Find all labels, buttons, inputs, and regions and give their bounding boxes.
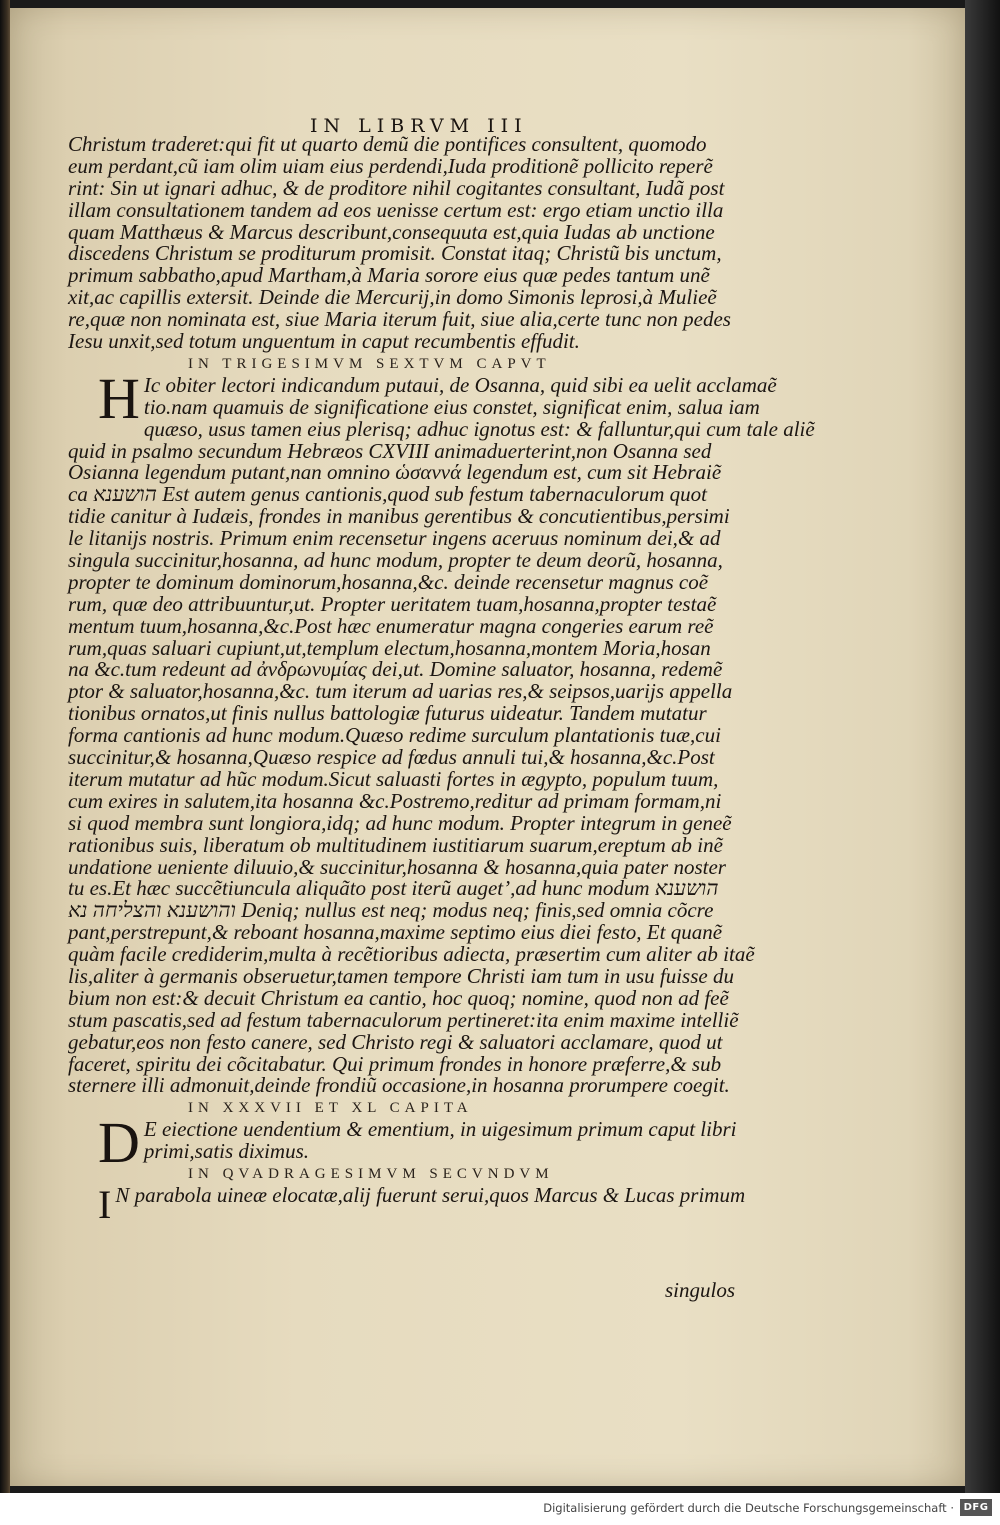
drop-cap-d: D: [98, 1110, 140, 1176]
text-line: quid in psalmo secundum Hebræos CXVIII animaduerterint,non Osanna sed: [68, 438, 712, 463]
text-line: si quod membra sunt longiora,idq; ad hunc modum. Propter integrum in geneẽ: [68, 810, 732, 835]
section-heading-3: IN QVADRAGESIMVM SECVNDVM: [188, 1166, 554, 1183]
section-heading-2: IN XXXVII ET XL CAPITA: [188, 1100, 473, 1117]
text-line: faceret, spiritu dei cõcitabatur. Qui primum frondes in honore præferre,& sub: [68, 1051, 722, 1076]
binding-edge: [0, 0, 10, 1493]
paragraph-4: [68, 1182, 780, 1228]
footer-bar: [0, 1493, 1000, 1525]
text-line: rint: Sin ut ignari adhuc, & de proditore nihil cogitantes consultant, Iudã post: [68, 175, 725, 200]
paragraph-2: [68, 365, 815, 1098]
page-edge-shadow: [965, 0, 1000, 1493]
text-line: singula succinitur,hosanna, ad hunc modum, propter te deum deorũ, hosanna,: [68, 548, 723, 573]
text-line: rum,quas saluari cupiunt,ut,templum electum,hosanna,montem Moria,hosan: [68, 635, 711, 660]
section-heading-1: IN TRIGESIMVM SEXTVM CAPVT: [188, 355, 551, 372]
text-line: le litanijs nostris. Primum enim recensetur ingens aceruus nominum dei,& ad: [68, 526, 721, 551]
text-line: primi,satis diximus.: [143, 1139, 309, 1164]
text-line: succinitur,& hosanna,Quæso respice ad fœdus annuli tui,& hosanna,&c.Post: [68, 745, 715, 770]
text-line: quæso, usus tamen eius plerisq; adhuc ignotus est: & falluntur,qui cum tale aliẽ: [143, 416, 815, 441]
text-line: N parabola uineæ elocatæ,alij fuerunt serui,quos Marcus & Lucas primum: [115, 1183, 746, 1208]
text-line: re,quæ non nominata est, siue Maria iterum fuit, siue alia,certe tunc non pedes: [68, 307, 731, 332]
text-line: cum exires in salutem,ita hosanna &c.Postremo,reditur ad primam formam,ni: [68, 788, 722, 813]
text-line: xit,ac capillis extersit. Deinde die Mercurij,in domo Simonis leprosi,à Mulieẽ: [68, 285, 717, 310]
text-line: na &c.tum redeunt ad ἀνδρωνυμίας dei,ut. Domine saluator, hosanna, redemẽ: [68, 657, 723, 682]
text-line: discedens Christum se proditurum promisit. Constat itaq; Christũ bis unctum,: [68, 241, 722, 266]
text-line: sternere illi admonuit,deinde frondiũ occasione,in hosanna prorumpere coegit.: [68, 1073, 730, 1098]
text-line: undatione ueniente diluuio,& succinitur,hosanna & hosanna,quia pater noster: [68, 854, 726, 879]
text-line: lis,aliter à germanis obseruetur,tamen tempore Christi iam tum in usu fuisse du: [68, 963, 734, 988]
text-line: propter te dominum dominorum,hosanna,&c. deinde recensetur magnus coẽ: [68, 569, 709, 594]
running-head: IN LIBRVM III: [310, 115, 528, 137]
funding-notice: Digitalisierung gefördert durch die Deutsche Forschungsgemeinschaft ·: [543, 1501, 954, 1515]
text-line: rationibus suis, liberatum ob multitudinem iustitiarum suarum,ereptum ab inẽ: [68, 832, 723, 857]
text-line: bium non est:& decuit Christum ea cantio, hoc quoq; nomine, quod non ad feẽ: [68, 985, 729, 1010]
dfg-logo: DFG: [960, 1499, 992, 1516]
drop-cap-h: H: [98, 365, 140, 431]
text-line: ca הושענא Est autem genus cantionis,quod sub festum tabernaculorum quot: [68, 482, 708, 507]
catchword: singulos: [665, 1278, 736, 1302]
text-line: Osianna legendum putant,nan omnino ὡσαννά legendum est, cum sit Hebraiẽ: [68, 460, 722, 485]
text-line: quam Matthæus & Marcus describunt,consequuta est,quia Iudas ab unctione: [68, 219, 715, 244]
drop-cap-i: I: [98, 1182, 112, 1228]
main-text-block: [68, 132, 815, 1228]
text-line: pant,perstrepunt,& reboant hosanna,maxime septimo eius diei festo, Et quanẽ: [68, 920, 723, 945]
text-line: gebatur,eos non festo canere, sed Christo regi & saluatori acclamare, quod ut: [68, 1029, 723, 1054]
text-line: tu es.Et hæc succẽtiuncula aliquãto post iterũ augetʼ,ad hunc modum הושענא: [68, 876, 719, 901]
text-line: iterum mutatur ad hũc modum.Sicut saluasti fortes in ægypto, populum tuum,: [68, 766, 719, 791]
text-line: rum, quæ deo attribuuntur,ut. Propter ueritatem tuam,hosanna,propter testaẽ: [68, 591, 717, 616]
text-line: tidie canitur à Iudæis, frondes in manibus gerentibus & concutientibus,persimi: [68, 504, 730, 529]
text-line: Ic obiter lectori indicandum putaui, de Osanna, quid sibi ea uelit acclamaẽ: [143, 372, 777, 397]
text-line: Iesu unxit,sed totum unguentum in caput recumbentis effudit.: [68, 329, 580, 354]
text-line: ptor & saluator,hosanna,&c. tum iterum ad uarias res,& seipsos,uarijs appella: [68, 679, 733, 704]
text-line: forma cantionis ad hunc modum.Quæso redime surculum plantationis tuæ,cui: [68, 723, 721, 748]
text-line: illam consultationem tandem ad eos uenisse certum est: ergo etiam unctio illa: [68, 197, 724, 222]
text-line: primum sabbatho,apud Martham,à Maria sorore eius quæ pedes tantum unẽ: [68, 263, 710, 288]
text-line: והושענא והצליחה נא Deniq; nullus est neq; modus neq; finis,sed omnia cõcre: [68, 898, 714, 923]
text-line: tionibus ornatos,ut finis nullus battologiæ futurus uideatur. Tandem mutatur: [68, 701, 707, 726]
text-line: E eiectione uendentium & ementium, in uigesimum primum caput libri: [143, 1117, 737, 1142]
paragraph-1: [68, 134, 780, 353]
text-line: stum pascatis,sed ad festum tabernaculorum pertineret:ita enim maxime intelliẽ: [68, 1007, 739, 1032]
text-line: eum perdant,cũ iam olim uiam eius perdendi,Iuda proditionẽ pollicito reperẽ: [68, 153, 713, 178]
text-line: mentum tuum,hosanna,&c.Post hæc enumeratur magna congeries earum reẽ: [68, 613, 714, 638]
text-line: quàm facile crediderim,multa à recẽtioribus adiecta, præsertim cum aliter ab itaẽ: [68, 942, 755, 967]
text-line: tio.nam quamuis de significatione eius constet, significat enim, salua iam: [143, 394, 760, 419]
text-line: Christum traderet:qui fit ut quarto demũ die pontifices consultent, quomodo: [68, 132, 707, 156]
